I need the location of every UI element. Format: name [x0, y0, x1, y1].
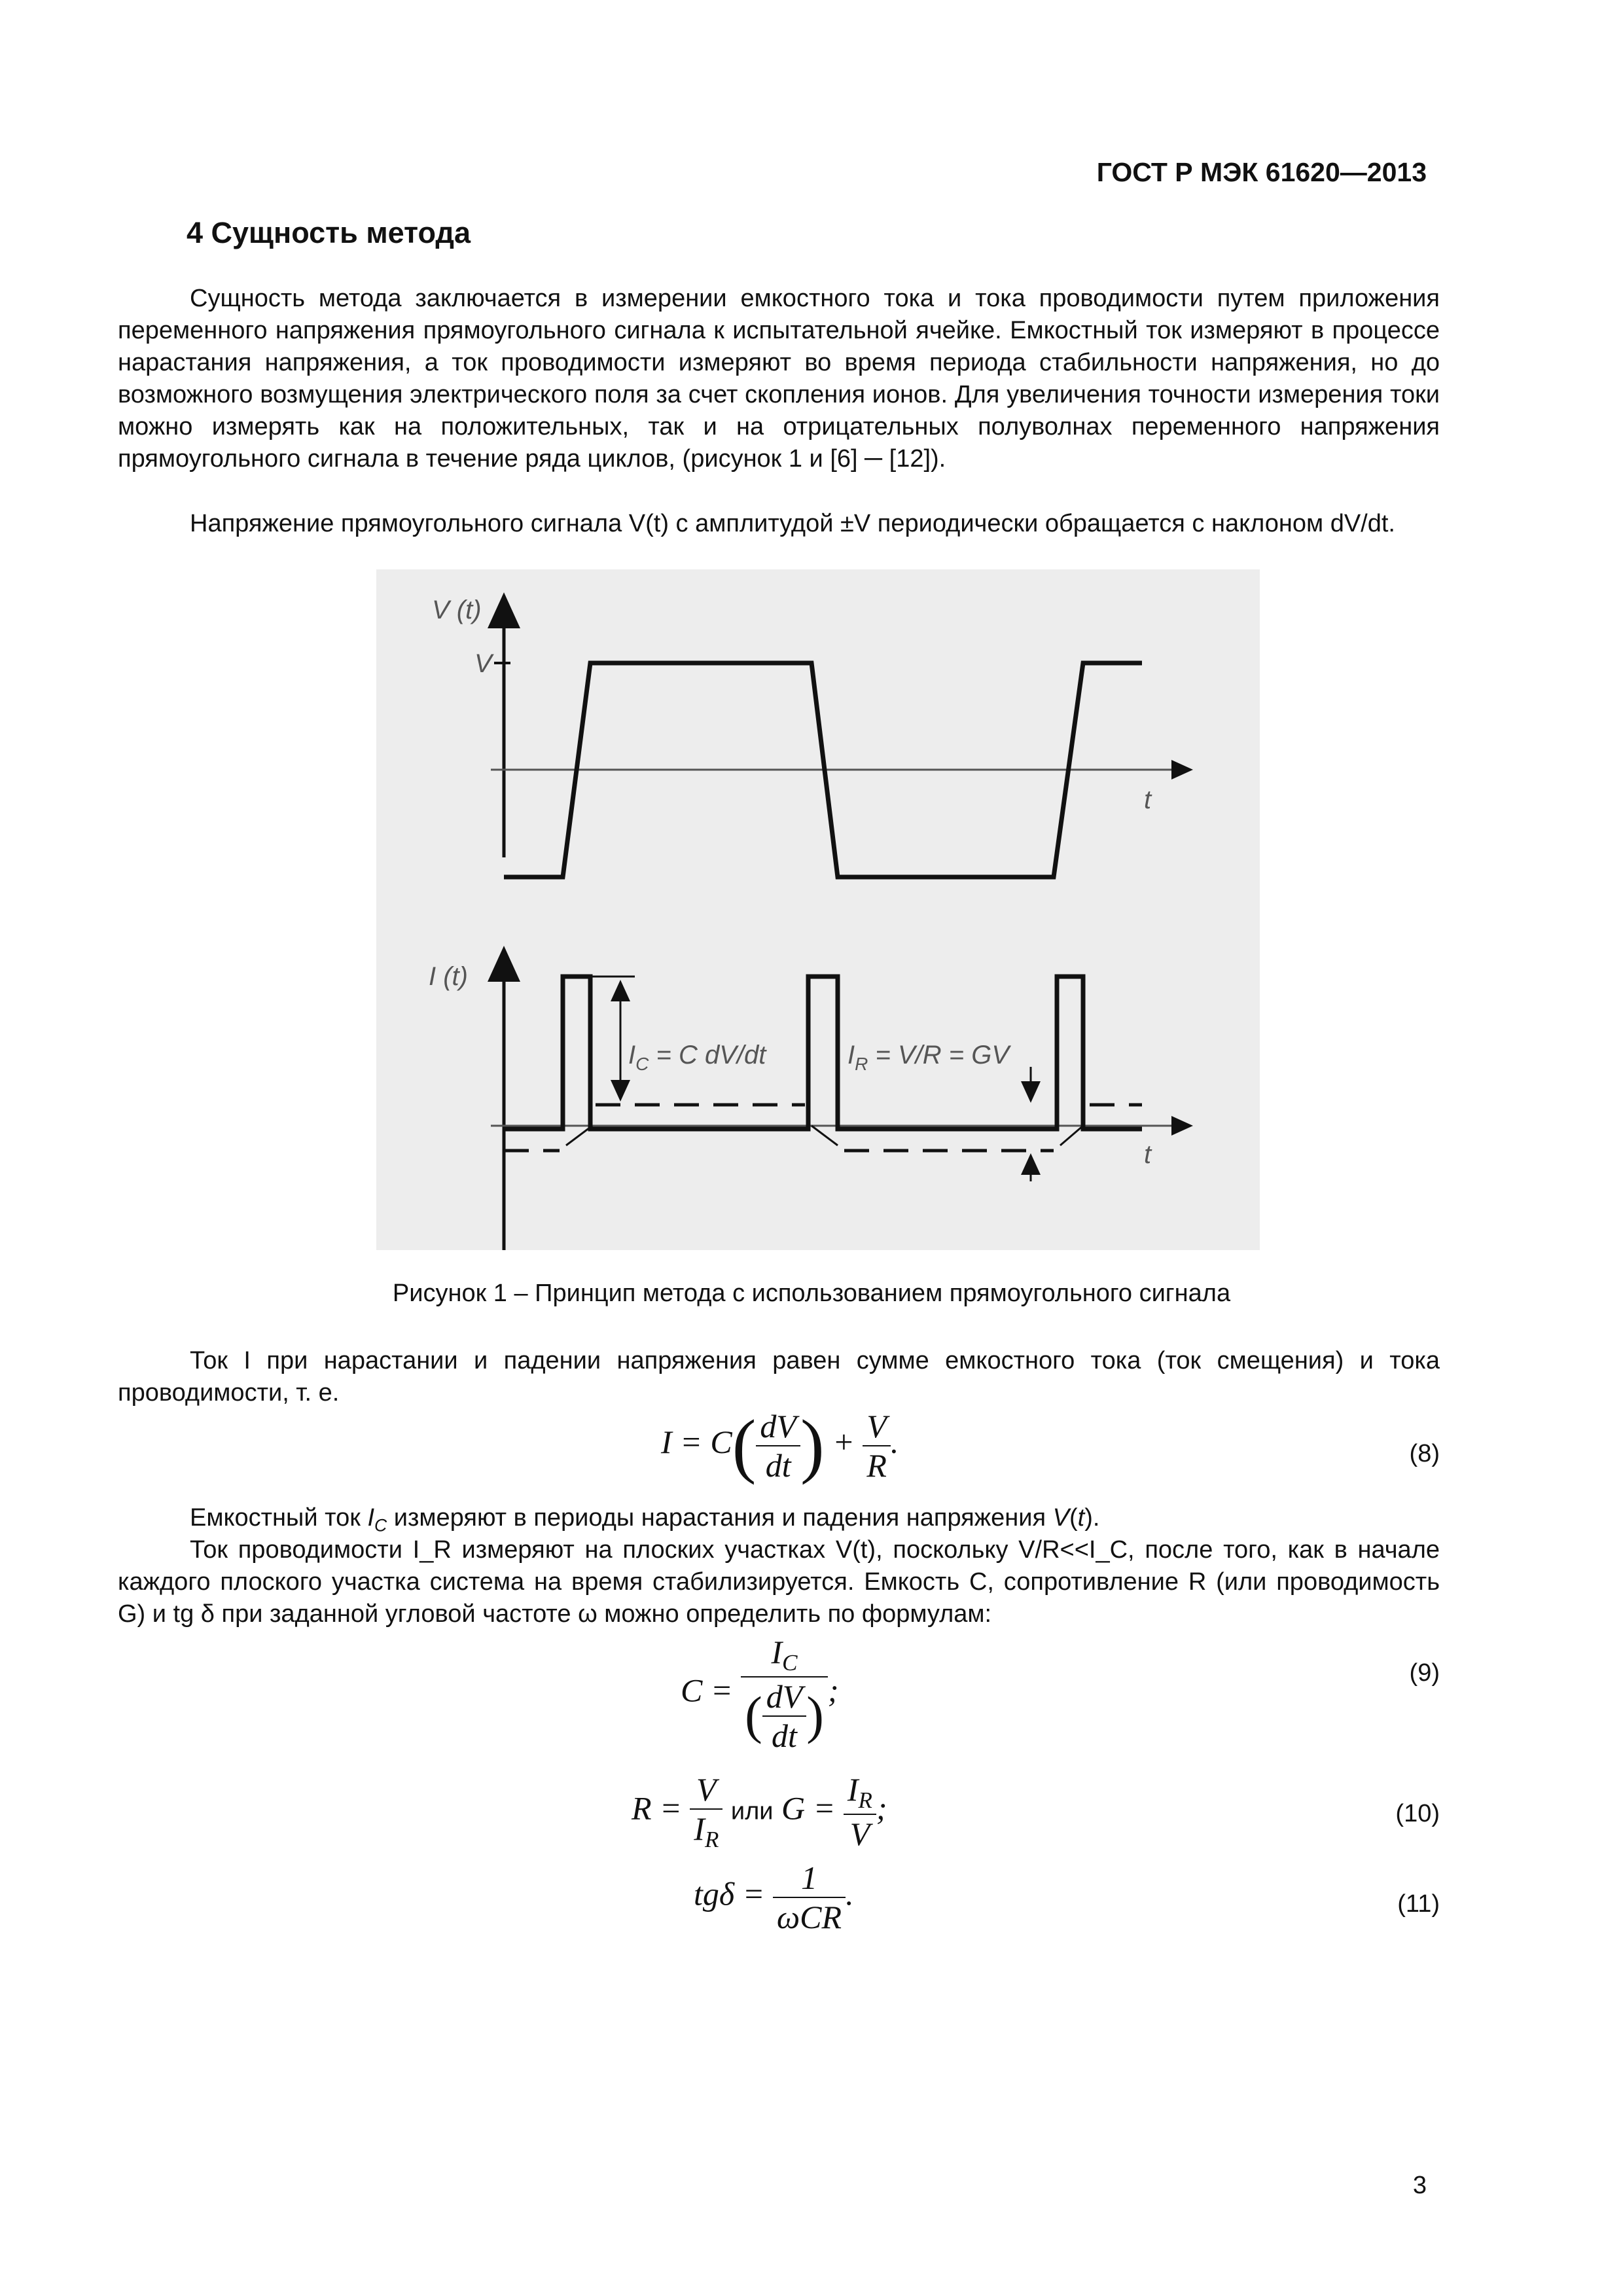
paragraph-current-sum: Ток I при нарастании и падении напряжения равен сумме емкостного тока (ток смещения) и тока проводимости, т. е. [118, 1347, 1440, 1407]
paragraph-capacitive-current: Емкостный ток $I_C$ измеряют в периоды нарастания и падения напряжения V(t). [190, 1504, 1100, 1535]
paragraph-voltage-description: Напряжение прямоугольного сигнала V(t) с амплитудой ±V периодически обращается с наклоном dV/dt. [190, 510, 1395, 537]
figure-caption: Рисунок 1 – Принцип метода с использованием прямоугольного сигнала [392, 1280, 1231, 1307]
ir-label: $I_R = V/R$ = GV [847, 1041, 1010, 1074]
current-axis-label: I (t) [429, 962, 468, 991]
equation-11: tgδ = $\frac{1}{\text{ωCR}}$ . [694, 1859, 854, 1935]
equation-8-number: (8) [1409, 1440, 1440, 1467]
paragraph-conduction-current: Ток проводимости I_R измеряют на плоских участках V(t), поскольку V/R<<I_C, после того, как в начале каждого плоского участка система на время стабилизируется. Емкость C, сопротивление R (или проводимость G) и tg δ при заданной угловой частоте ω можно определить по формулам: [118, 1536, 1440, 1628]
voltage-level-label: V [474, 649, 492, 678]
equation-10-number: (10) [1395, 1800, 1440, 1827]
page-header: ГОСТ Р МЭК 61620—2013 [1096, 157, 1427, 187]
equation-9-number: (9) [1409, 1659, 1440, 1687]
paragraph-method-essence: Сущность метода заключается в измерении емкостного тока и тока проводимости путем приложения переменного напряжения прямоугольного сигнала к испытательной ячейке. Емкостный ток измеряют в процессе нарастания напряжения, а ток проводимости измеряют во время периода стабильности напряжения, но до возможного возмущения электрического поля за счет скопления ионов. Для увеличения точности измерения токи можно измерять как на положительных, так и на отрицательных полуволнах переменного напряжения прямоугольного сигнала в течение ряда циклов, (рисунок 1 и [6] ─ [12]). [118, 285, 1440, 473]
page-number: 3 [1412, 2172, 1427, 2199]
figure-square-wave [376, 569, 1260, 1250]
ic-label: $I_C = C$ dV/dt [628, 1041, 766, 1074]
figure-diagram [376, 569, 1260, 1250]
equation-8: I = C( $\frac{dV}{dt}$ ) + $\frac{V}{R}$ . [661, 1405, 899, 1485]
section-title: 4 Сущность метода [187, 216, 471, 249]
current-time-label: t [1144, 1140, 1152, 1169]
equation-9: C = $I_C$ ( $\frac{dV}{dt}$ ) ; [681, 1634, 839, 1754]
equation-11-number: (11) [1397, 1890, 1440, 1918]
voltage-time-label: t [1144, 785, 1152, 814]
voltage-axis-label: V (t) [432, 596, 482, 624]
equation-10: R = $\frac{V}{I_R}$ или G = $\frac{I_R}{V}$ ; [632, 1771, 887, 1852]
